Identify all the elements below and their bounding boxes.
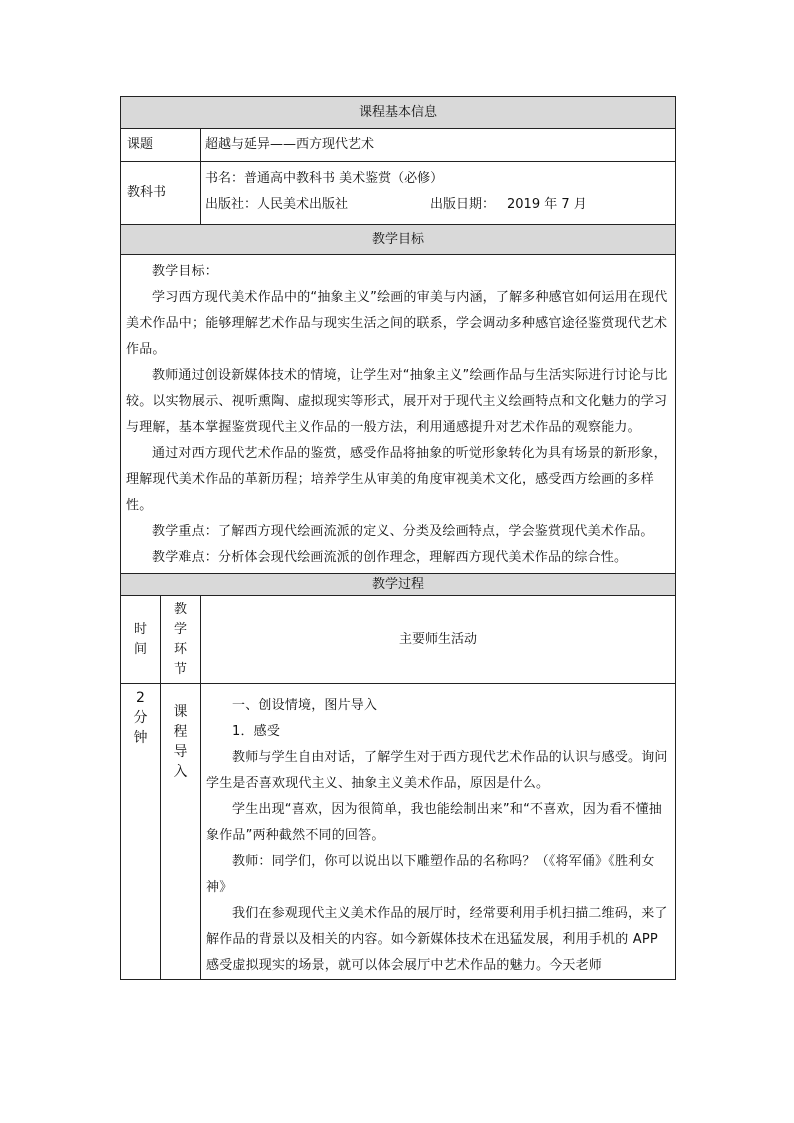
- column-header-stage: 教 学 环 节: [161, 596, 201, 684]
- difficult-point: 教学难点：分析体会现代绘画流派的创作理念，理解西方现代美术作品的综合性。: [152, 550, 628, 565]
- key-point: 教学重点：了解西方现代绘画流派的定义、分类及绘画特点，学会鉴赏现代美术作品。: [152, 524, 654, 539]
- objectives-paragraph: 教师通过创设新媒体技术的情境，让学生对“抽象主义”绘画作品与生活实际进行讨论与比较。以实物展示、视听熏陶、虚拟现实等形式，展开对于现代主义绘画特点和文化魅力的学习与理解，基本掌握鉴赏现代主义作品的一般方法，利用通感提升对艺术作品的观察能力。: [126, 368, 668, 435]
- objectives-paragraph: 教学目标：: [152, 264, 219, 279]
- objectives-paragraph: 学习西方现代美术作品中的“抽象主义”绘画的审美与内涵，了解多种感官如何运用在现代美术作品中；能够理解艺术作品与现实生活之间的联系，学会调动多种感官途径鉴赏现代艺术作品。: [126, 290, 668, 357]
- objectives-paragraph: 通过对西方现代艺术作品的鉴赏，感受作品将抽象的听觉形象转化为具有场景的新形象，理解现代美术作品的革新历程；培养学生从审美的角度审视美术文化，感受西方绘画的多样性。: [126, 446, 667, 513]
- lesson-plan-table: [120, 96, 676, 980]
- section-header-course-info: 课程基本信息: [121, 97, 676, 129]
- section-header-objectives: 教学目标: [121, 225, 676, 255]
- activity-heading: 一、创设情境，图片导入: [232, 698, 378, 713]
- textbook-info: [201, 162, 676, 225]
- topic-value: 超越与延异——西方现代艺术: [201, 129, 676, 162]
- section-header-process: 教学过程: [121, 574, 676, 596]
- row-time: 2 分 钟: [121, 684, 161, 980]
- column-header-activity: 主要师生活动: [201, 596, 676, 684]
- activity-subheading: 1．感受: [232, 724, 281, 739]
- pub-date-value: 2019 年 7 月: [507, 197, 587, 212]
- pub-date-label: 出版日期：: [430, 197, 496, 212]
- publisher-line: [205, 192, 675, 218]
- book-name: 书名：普通高中教科书 美术鉴赏（必修）: [205, 171, 444, 186]
- column-header-time: 时 间: [121, 596, 161, 684]
- activity-paragraph: 学生出现“喜欢，因为很简单，我也能绘制出来”和“不喜欢，因为看不懂抽象作品”两种截然不同的回答。: [206, 802, 663, 843]
- activity-paragraph: 教师与学生自由对话，了解学生对于西方现代艺术作品的认识与感受。询问学生是否喜欢现代主义、抽象主义美术作品，原因是什么。: [206, 750, 668, 791]
- publisher: 出版社：人民美术出版社: [205, 197, 349, 212]
- activity-paragraph: 教师：同学们，你可以说出以下雕塑作品的名称吗？（《将军俑》《胜利女神》: [206, 854, 655, 895]
- activity-paragraph: 我们在参观现代主义美术作品的展厅时，经常要利用手机扫描二维码，来了解作品的背景以及相关的内容。如今新媒体技术在迅猛发展，利用手机的 APP 感受虚拟现实的场景，就可以体会展厅中艺术作品的魅力。今天老师: [206, 906, 668, 973]
- row-stage: 课 程 导 入: [161, 684, 201, 980]
- textbook-label: 教科书: [121, 162, 201, 225]
- topic-label: 课题: [121, 129, 201, 162]
- row-activity: [201, 684, 676, 980]
- objectives-body: [121, 255, 676, 574]
